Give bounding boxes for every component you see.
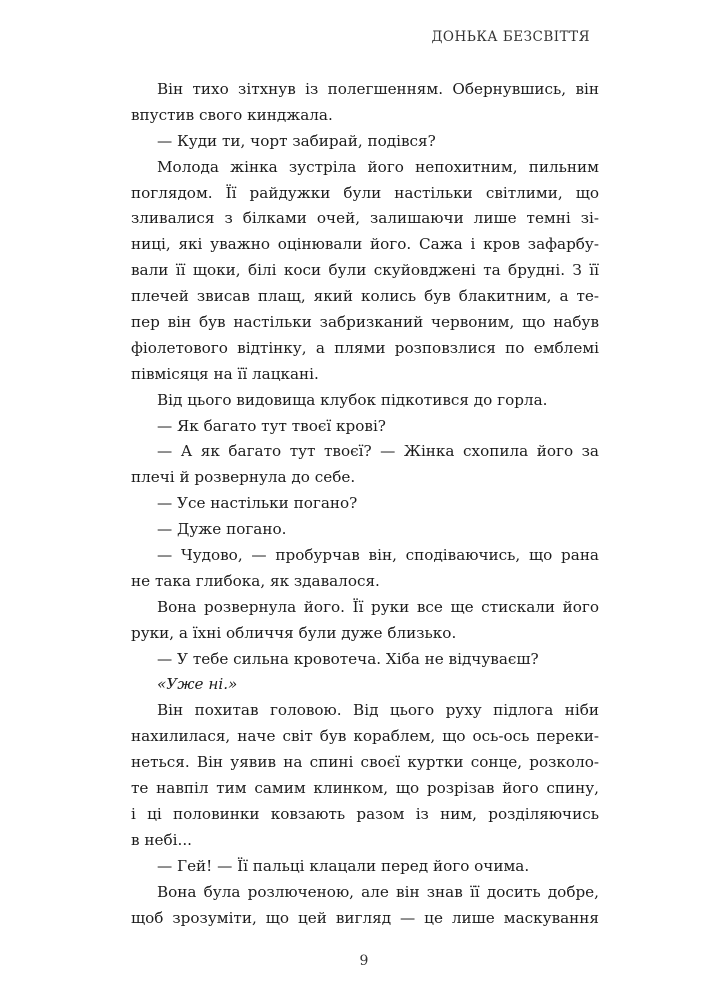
text-line: в небі... [131,830,192,849]
text-line: поглядом. Її райдужки були настільки світлими, що [131,183,599,202]
text-line: «Уже ні.» [157,675,238,694]
body-text [131,77,599,931]
text-line: півмісяця на її лацкані. [131,364,319,383]
text-line: — Як багато тут твоєї крові? [157,416,386,435]
text-line: — Дуже погано. [157,520,287,539]
text-line: фіолетового відтінку, а плями розповзлися по емблемі [131,338,599,357]
text-line: ниці, які уважно оцінювали його. Сажа і кров зафарбу- [131,235,599,254]
text-line: — Чудово, — пробурчав він, сподіваючись, що рана [157,546,599,565]
text-line: пер він був настільки забризканий червоним, що набув [131,313,599,332]
text-line: зливалися з білками очей, залишаючи лише темні зі- [131,209,599,228]
text-line: — У тебе сильна кровотеча. Хіба не відчуваєш? [157,649,539,668]
text-line: — А як багато тут твоєї? — Жінка схопила його за [157,442,599,461]
text-line: руки, а їхні обличчя були дуже близько. [131,623,457,642]
text-line: те навпіл тим самим клинком, що розрізав його спину, [131,779,599,798]
text-line: не така глибока, як здавалося. [131,571,380,590]
text-line: — Гей! — Її пальці клацали перед його очима. [157,856,530,875]
text-line: нахилилася, наче світ був кораблем, що ось-ось переки- [131,727,599,746]
text-line: — Куди ти, чорт забирай, подівся? [157,131,436,150]
text-line: Від цього видовища клубок підкотився до горла. [157,390,548,409]
text-line: і ці половинки ковзають разом із ним, розділяючись [131,804,599,823]
text-line: щоб зрозуміти, що цей вигляд — це лише маскування [131,908,599,927]
text-line: Вона розвернула його. Її руки все ще стискали його [157,597,599,616]
running-head: ДОНЬКА БЕЗСВІТТЯ [431,29,590,45]
text-line: Молода жінка зустріла його непохитним, пильним [157,157,599,176]
text-line: — Усе настільки погано? [157,494,358,513]
text-line: Вона була розлюченою, але він знав її досить добре, [157,882,599,901]
text-line: плечі й розвернула до себе. [131,468,356,487]
text-line: плечей звисав плащ, який колись був блакитним, а те- [131,287,599,306]
text-line: впустив свого кинджала. [131,105,333,124]
text-line: Він тихо зітхнув із полегшенням. Обернувшись, він [157,80,599,98]
page-number: 9 [359,953,369,969]
text-line: неться. Він уявив на спині своєї куртки сонце, розколо- [131,753,599,772]
text-line: вали її щоки, білі коси були скуйовджені та брудні. З її [131,261,599,280]
text-line: Він похитав головою. Від цього руху підлога ніби [157,701,599,720]
